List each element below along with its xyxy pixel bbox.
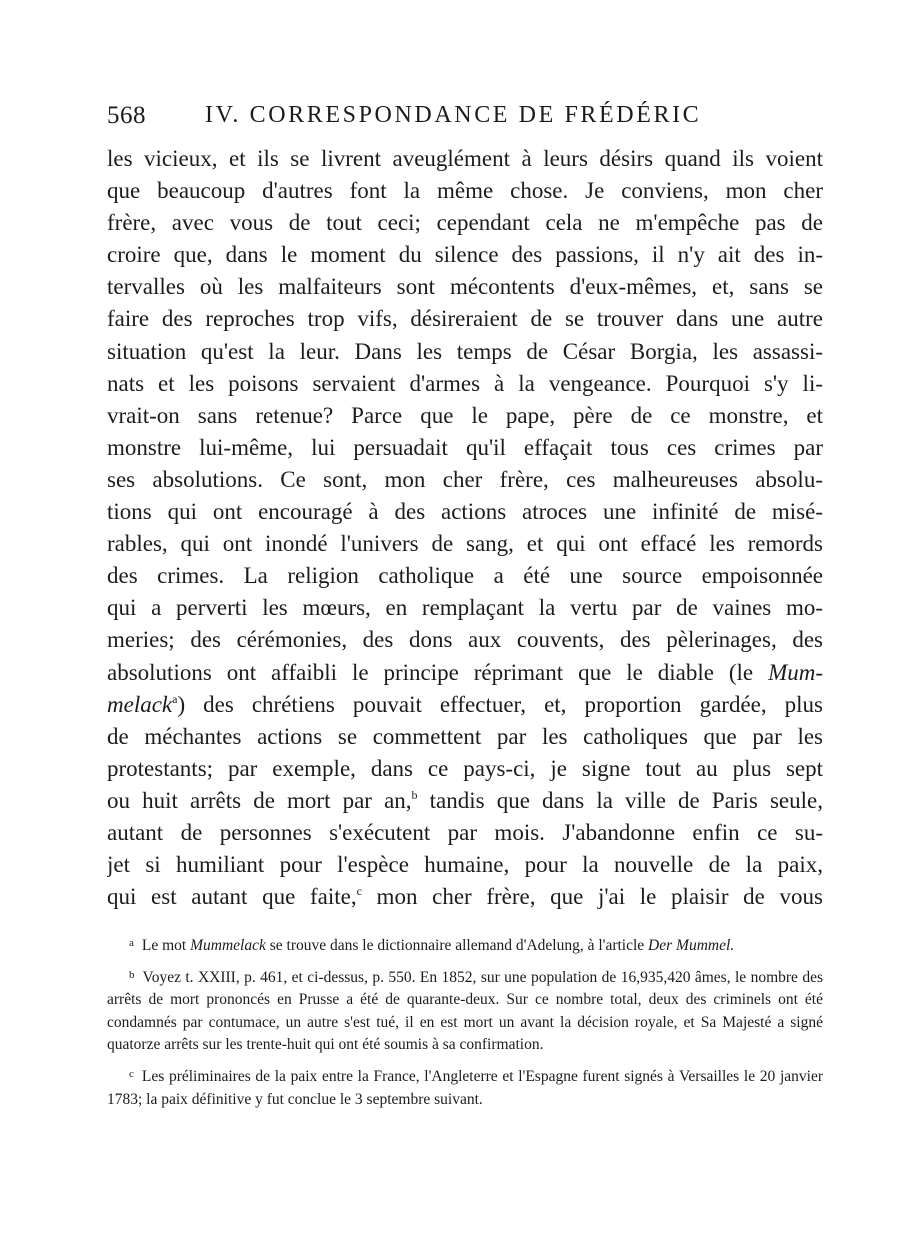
- text-line: meries; des cérémonies, des dons aux couvents, des pèlerinages, des: [107, 627, 823, 653]
- text-line: qui a perverti les mœurs, en remplaçant la vertu par de vaines mo-: [107, 595, 823, 621]
- footnote-text: Le mot: [141, 937, 191, 954]
- footnote-text: Voyez t. XXIII, p. 461, et ci-dessus, p. 550. En 1852, sur une population de 16,935,420 âmes, le nombre des arrêts de mort prononcés en Prusse a été de quarante-deux. Sur ce nombre total, deux des criminels ont été condamnés par contumace, un autre s'est tué, il en est mort un avant la décision royale, et Sa Majesté a signé quatorze arrêts sur les trente-huit qui ont été soumis à sa confirmation.: [107, 968, 823, 1054]
- text-line: nats et les poisons servaient d'armes à la vengeance. Pourquoi s'y li-: [107, 370, 823, 396]
- text-line: des crimes. La religion catholique a été une source empoisonnée: [107, 563, 823, 589]
- italic-term: Der Mummel.: [648, 937, 735, 954]
- text-line: jet si humiliant pour l'espèce humaine, pour la nouvelle de la paix,: [107, 852, 823, 878]
- text-line: que beaucoup d'autres font la même chose. Je conviens, mon cher: [107, 178, 823, 204]
- text-line: de méchantes actions se commettent par les catholiques que par les: [107, 723, 823, 749]
- letter-body: [107, 143, 823, 913]
- text-line: ses absolutions. Ce sont, mon cher frère, ces malheureuses absolu-: [107, 466, 823, 492]
- text-line: croire que, dans le moment du silence des passions, il n'y ait des in-: [107, 242, 823, 268]
- text-line: [107, 657, 823, 689]
- text-line-part: ou huit arrêts de mort par an,: [107, 787, 412, 813]
- text-line-part: mon cher frère, que j'ai le plaisir de vous: [361, 884, 823, 910]
- footnote-a: [107, 932, 823, 958]
- text-line-part: tandis que dans la ville de Paris seule,: [417, 787, 823, 813]
- footnote-label: b: [129, 968, 135, 981]
- text-line-part: absolutions ont affaibli le principe réprimant que le diable (le: [107, 659, 754, 685]
- footnote-text: se trouve dans le dictionnaire allemand d'Adelung, à l'article: [265, 937, 649, 954]
- text-line: [107, 881, 823, 913]
- footnote-b: [107, 964, 823, 1057]
- footnote-ref-c[interactable]: c: [356, 884, 362, 899]
- text-line: autant de personnes s'exécutent par mois. J'abandonne enfin ce su-: [107, 819, 823, 845]
- footnote-c: [107, 1063, 823, 1111]
- footnote-label: a: [129, 937, 134, 949]
- footnotes: [107, 932, 823, 1117]
- running-head: IV. CORRESPONDANCE DE FRÉDÉRIC: [205, 102, 702, 128]
- page-header: [107, 100, 827, 140]
- footnote-text: Les préliminaires de la paix entre la France, l'Angleterre et l'Espagne furent signés à Versailles le 20 janvier 1783; la paix définitive y fut conclue le 3 septembre suivant.: [107, 1067, 823, 1108]
- text-line: [107, 785, 823, 817]
- text-line: [107, 689, 823, 721]
- text-line: protestants; par exemple, dans ce pays-ci, je signe tout au plus sept: [107, 755, 823, 781]
- text-line: monstre lui-même, lui persuadait qu'il effaçait tous ces crimes par: [107, 434, 823, 460]
- text-line: les vicieux, et ils se livrent aveuglément à leurs désirs quand ils voient: [107, 146, 823, 171]
- text-line: tions qui ont encouragé à des actions atroces une infinité de misé-: [107, 499, 823, 525]
- text-line: rables, qui ont inondé l'univers de sang, et qui ont effacé les remords: [107, 531, 823, 557]
- italic-term: Mummelack: [190, 937, 266, 954]
- text-line-part: ) des chrétiens pouvait effectuer, et, proportion gardée, plus: [177, 691, 823, 717]
- text-line: situation qu'est la leur. Dans les temps de César Borgia, les assassi-: [107, 338, 823, 364]
- text-line: faire des reproches trop vifs, désireraient de se trouver dans une autre: [107, 306, 823, 332]
- text-line: frère, avec vous de tout ceci; cependant cela ne m'empêche pas de: [107, 210, 823, 236]
- text-line: tervalles où les malfaiteurs sont mécontents d'eux-mêmes, et, sans se: [107, 274, 823, 300]
- text-line: vrait-on sans retenue? Parce que le pape, père de ce monstre, et: [107, 402, 823, 428]
- footnote-ref-a[interactable]: a: [172, 691, 178, 706]
- page-number: 568: [107, 102, 146, 129]
- footnote-label: c: [129, 1067, 134, 1080]
- text-line-part: qui est autant que faite,: [107, 884, 357, 910]
- italic-term: melack: [107, 691, 173, 717]
- italic-term: Mum-: [768, 659, 823, 685]
- footnote-ref-b[interactable]: b: [411, 787, 418, 802]
